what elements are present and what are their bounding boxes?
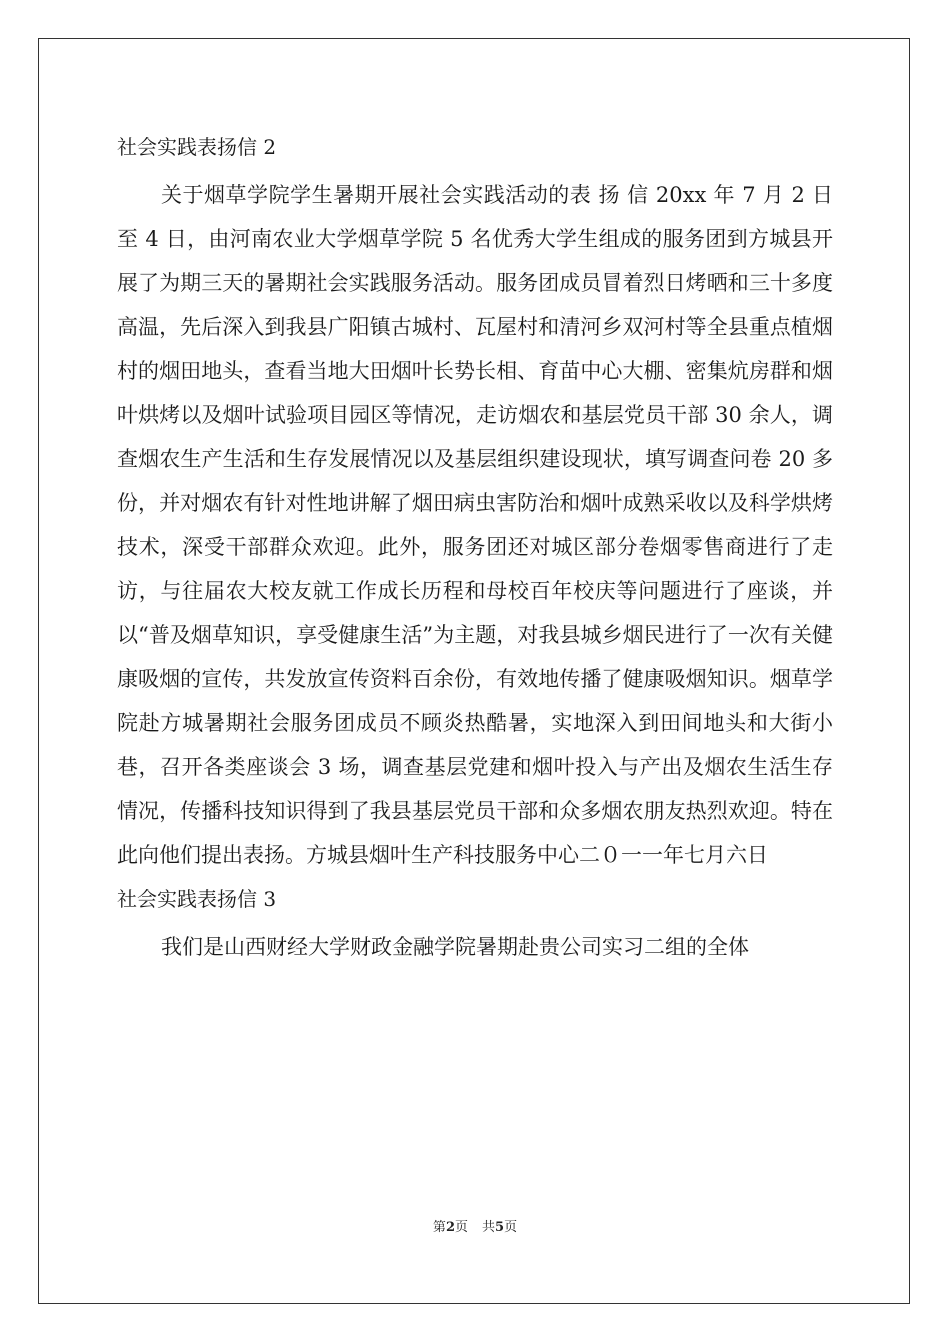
total-prefix: 共 bbox=[482, 1220, 496, 1235]
section-heading-1: 社会实践表扬信 2 bbox=[117, 135, 277, 159]
section-heading-2: 社会实践表扬信 3 bbox=[117, 887, 277, 911]
page-prefix: 第 bbox=[432, 1220, 446, 1235]
page-footer bbox=[0, 1216, 950, 1235]
section-paragraph-1: 关于烟草学院学生暑期开展社会实践活动的表 扬 信 20xx 年 7 月 2 日至 4 日，由河南农业大学烟草学院 5 名优秀大学生组成的服务团到方城县开展了为期三天的暑期社会实践服务活动。服务团成员冒着烈日烤晒和三十多度高温，先后深入到我县广阳镇古城村、瓦屋村和清河乡双河村等全县重点植烟村的烟田地头，查看当地大田烟叶长势长相、育苗中心大棚、密集炕房群和烟叶烘烤以及烟叶试验项目园区等情况，走访烟农和基层党员干部 30 余人，调查烟农生产生活和生存发展情况以及基层组织建设现状，填写调查问卷 20 多份，并对烟农有针对性地讲解了烟田病虫害防治和烟叶成熟采收以及科学烘烤技术，深受干部群众欢迎。此外，服务团还对城区部分卷烟零售商进行了走访，与往届农大校友就工作成长历程和母校百年校庆等问题进行了座谈，并以“普及烟草知识，享受健康生活”为主题，对我县城乡烟民进行了一次有关健康吸烟的宣传，共发放宣传资料百余份，有效地传播了健康吸烟知识。烟草学院赴方城暑期社会服务团成员不顾炎热酷暑，实地深入到田间地头和大街小巷，召开各类座谈会 3 场，调查基层党建和烟叶投入与产出及烟农生活生存情况，传播科技知识得到了我县基层党员干部和众多烟农朋友热烈欢迎。特在此向他们提出表扬。方城县烟叶生产科技服务中心二０一一年七月六日 bbox=[117, 183, 833, 867]
section-paragraph-2: 我们是山西财经大学财政金融学院暑期赴贵公司实习二组的全体 bbox=[161, 935, 749, 959]
document-body bbox=[117, 125, 833, 969]
page-total: 5 bbox=[495, 1220, 505, 1235]
page-current: 2 bbox=[445, 1220, 455, 1235]
page-suffix: 页 bbox=[454, 1220, 468, 1235]
total-suffix: 页 bbox=[504, 1220, 518, 1235]
